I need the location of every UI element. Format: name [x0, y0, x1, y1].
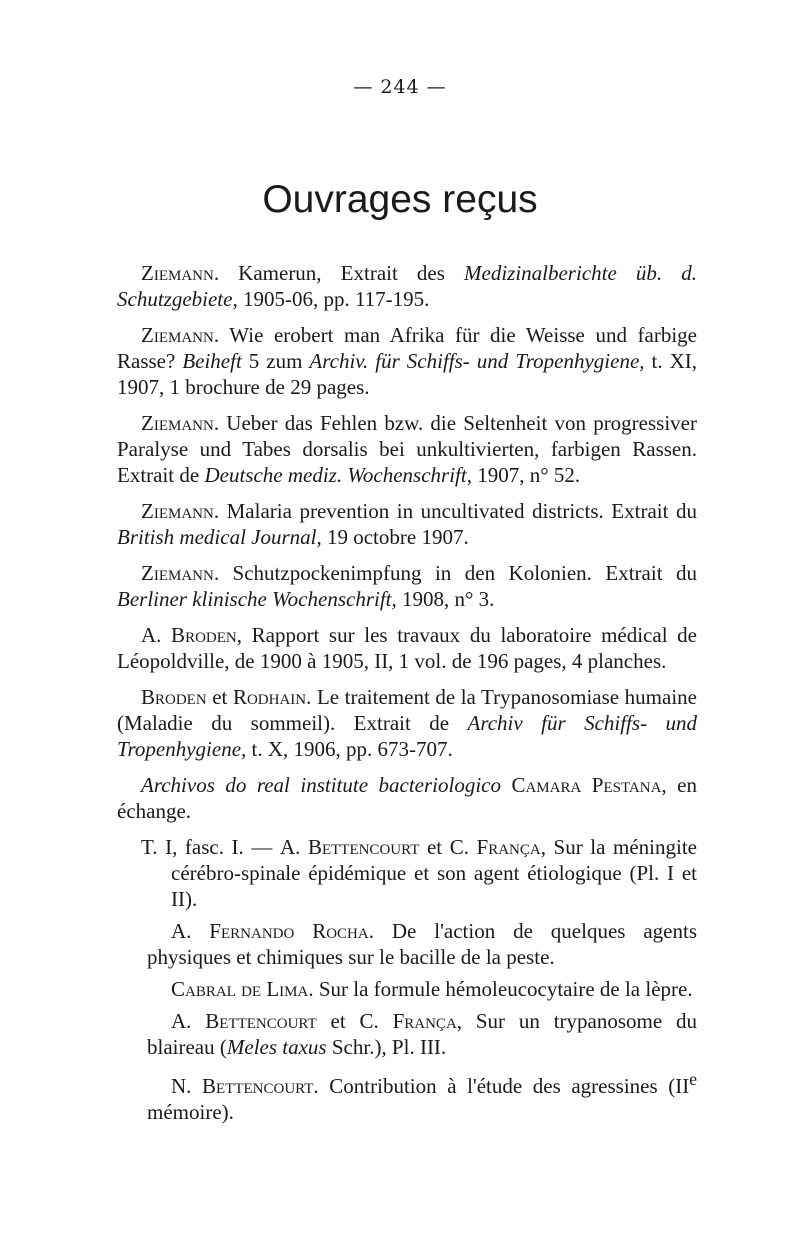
list-item — [147, 1066, 697, 1125]
entry-text: Sur un trypanosome du blaireau ( — [147, 1009, 697, 1059]
entry-author: A. Fernando Rocha. — [171, 919, 374, 943]
list-item — [117, 498, 697, 550]
entry-author: N. Bettencourt. — [171, 1074, 319, 1098]
entry-author: Ziemann. — [141, 261, 220, 285]
page-number: — 244 — — [353, 76, 447, 98]
entry-author: Camara Pestana, — [500, 773, 667, 797]
entry-text: Wie erobert man Afrika für die Weisse und farbige Rasse? — [117, 323, 697, 373]
entry-text: Schutzpockenimpfung in den Kolonien. Extrait du — [219, 561, 697, 585]
tome-entry — [117, 834, 697, 912]
list-item — [147, 918, 697, 970]
entry-author: Rodhain. — [232, 685, 312, 709]
entry-text: Le traitement de la Trypanosomiase humaine (Maladie du sommeil). Extrait de — [117, 685, 697, 735]
entry-journal: Deutsche mediz. Wochenschrift, — [204, 463, 472, 487]
entry-text: Schr.), Pl. III. — [326, 1035, 447, 1059]
entry-author: A. Broden, — [141, 623, 242, 647]
entry-journal: British medical Journal, — [117, 525, 322, 549]
entry-author: Cabral de Lima. — [171, 977, 314, 1001]
entry-details: 1908, n° 3. — [396, 587, 495, 611]
entry-text: Rapport sur les travaux du laboratoire médical de Léopoldville, de 1900 à 1905, II, 1 vol. de 196 pages, 4 planches. — [117, 623, 697, 673]
entry-journal: Beiheft — [182, 349, 242, 373]
list-item — [147, 1008, 697, 1060]
list-item — [117, 684, 697, 762]
entry-author: Ziemann. — [141, 411, 220, 435]
entry-text: mémoire). — [147, 1100, 234, 1124]
entry-author: Ziemann. — [141, 499, 220, 523]
bibliography-list — [117, 260, 697, 1131]
list-item — [117, 560, 697, 612]
entry-text: De l'action de quelques agents physiques et chimiques sur le bacille de la peste. — [147, 919, 697, 969]
list-item — [117, 410, 697, 488]
entry-author: C. França, — [359, 1009, 463, 1033]
entry-text: et — [316, 1009, 360, 1033]
entry-text: et — [419, 835, 450, 859]
entry-author: Ziemann. — [141, 561, 220, 585]
entry-text: Kamerun, Extrait des — [219, 261, 464, 285]
list-item — [117, 260, 697, 312]
entry-journal: Archivos do real institute bacteriologico — [141, 773, 501, 797]
entry-author: A. Bettencourt — [171, 1009, 317, 1033]
entry-text: Malaria prevention in uncultivated districts. Extrait du — [219, 499, 697, 523]
entry-journal: Archiv für Schiffs- und Tropenhygiene, — [117, 711, 697, 761]
entry-text: Contribution à l'étude des agressines (II — [318, 1074, 690, 1098]
entry-text: Ueber das Fehlen bzw. die Seltenheit von progressiver Paralyse und Tabes dorsalis bei unkultivierten, farbigen Rassen. Extrait de — [117, 411, 697, 487]
entry-details: 19 octobre 1907. — [321, 525, 469, 549]
list-item — [147, 976, 697, 1002]
list-item — [117, 322, 697, 400]
entry-journal: Archiv. für Schiffs- und Tropenhygiene, — [309, 349, 645, 373]
entry-text: et — [206, 685, 233, 709]
entry-details: 1905-06, pp. 117-195. — [237, 287, 430, 311]
entry-author: Broden — [141, 685, 207, 709]
entry-details: 1907, n° 52. — [471, 463, 581, 487]
list-item — [117, 622, 697, 674]
entry-journal: Berliner klinische Wochenschrift, — [117, 587, 397, 611]
entry-species: Meles taxus — [226, 1035, 327, 1059]
entry-author: C. França, — [449, 835, 546, 859]
list-item — [117, 772, 697, 824]
entry-journal: Medizinalberichte üb. d. Schutzgebiete, — [117, 261, 697, 311]
entry-details: en échange. — [117, 773, 697, 823]
entry-author: Ziemann. — [141, 323, 220, 347]
superscript: e — [689, 1069, 697, 1089]
page-title: Ouvrages reçus — [262, 178, 538, 221]
entry-author: A. Bettencourt — [279, 835, 420, 859]
entry-details: t. X, 1906, pp. 673-707. — [246, 737, 453, 761]
entry-details: t. XI, 1907, 1 brochure de 29 pages. — [117, 349, 698, 399]
entry-text: Sur la formule hémoleucocytaire de la lèpre. — [313, 977, 693, 1001]
entry-text: Sur la méningite cérébro-spinale épidémique et son agent étiologique (Pl. I et II). — [171, 835, 698, 911]
tome-label: T. I, fasc. I. — — [141, 835, 280, 859]
entry-text: 5 zum — [241, 349, 310, 373]
